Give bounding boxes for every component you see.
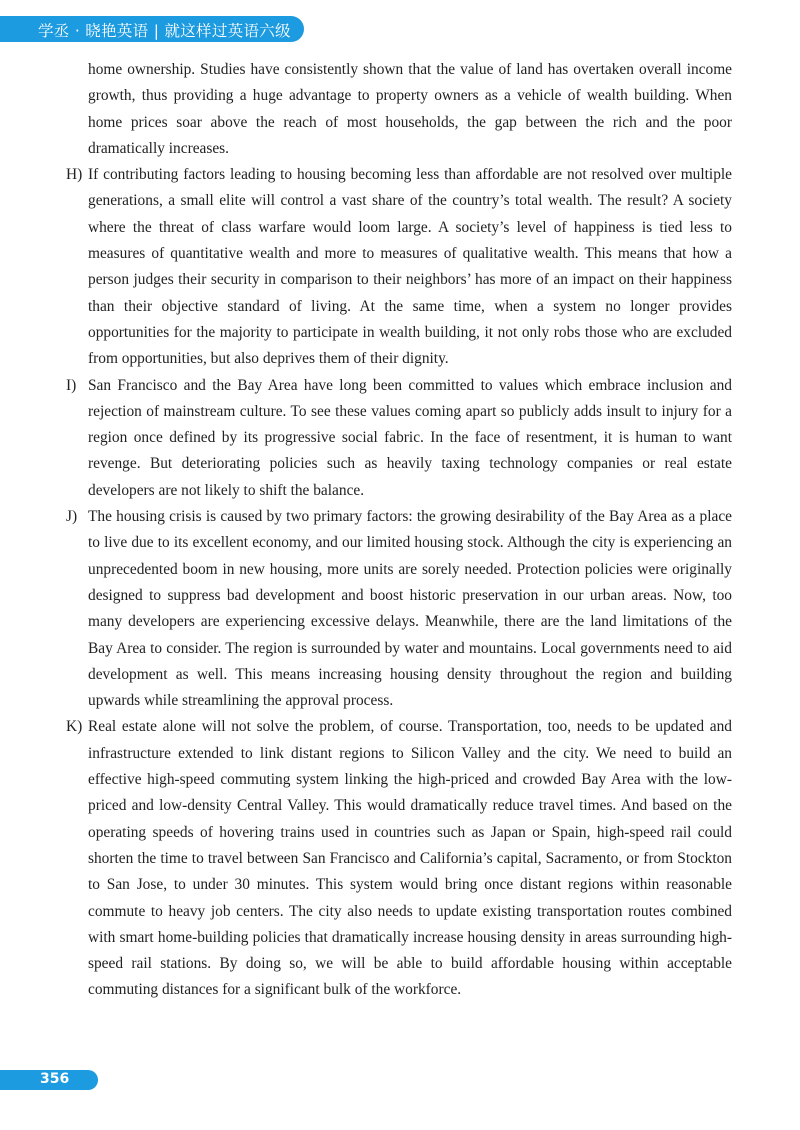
- header-bar: [0, 0, 800, 44]
- paragraph-j: [66, 504, 732, 714]
- page-number: 356: [40, 1071, 70, 1087]
- paragraph-marker: J): [66, 508, 78, 526]
- paragraph-g-continued: [66, 57, 732, 162]
- paragraph-k: [66, 714, 732, 1003]
- paragraph-marker: K): [66, 718, 83, 736]
- paragraph-h: [66, 162, 732, 372]
- paragraph-text: San Francisco and the Bay Area have long been committed to values which embrace inclusion and rejection of mainstream culture. To see these values coming apart so publicly adds insult to injury for a region once defined by its progressive social fabric. In the face of resentment, it is human to want revenge. But deteriorating policies such as heavily taxing technology companies or real estate developers are not likely to shift the balance.: [88, 376, 732, 499]
- paragraph-marker: I): [66, 376, 77, 394]
- book-title: 学丞 · 晓艳英语 | 就这样过英语六级: [38, 22, 291, 40]
- page-content: [66, 57, 732, 1004]
- paragraph-text: Real estate alone will not solve the problem, of course. Transportation, too, needs to be updated and infrastructure extended to link distant regions to Silicon Valley and the city. We need to build an effective high-speed commuting system linking the high-priced and crowded Bay Area with the low-priced and low-density Central Valley. This would dramatically reduce travel times. And based on the operating speeds of hovering trains used in countries such as Japan or Spain, high-speed rail could shorten the time to travel between San Francisco and California’s capital, Sacramento, or from Stockton to San Jose, to under 30 minutes. This system would bring once distant regions within reasonable commute to heavy job centers. The city also needs to update existing transportation routes combined with smart home-building policies that dramatically increase housing density in areas surrounding high-speed rail stations. By doing so, we will be able to build affordable housing within acceptable commuting distances for a significant bulk of the workforce.: [88, 718, 732, 999]
- paragraph-text: home ownership. Studies have consistently shown that the value of land has overtaken overall income growth, thus providing a huge advantage to property owners as a vehicle of wealth building. When home prices soar above the reach of most households, the gap between the rich and the poor dramatically increases.: [88, 61, 732, 157]
- paragraph-text: If contributing factors leading to housing becoming less than affordable are not resolved over multiple generations, a small elite will control a vast share of the country’s total wealth. The result? A society where the threat of class warfare would loom large. A society’s level of happiness is tied less to measures of quantitative wealth and more to measures of qualitative wealth. This means that how a person judges their security in comparison to their neighbors’ has more of an impact on their happiness than their objective standard of living. At the same time, when a system no longer provides opportunities for the majority to participate in wealth building, it not only robs those who are excluded from opportunities, but also deprives them of their dignity.: [88, 166, 732, 368]
- paragraph-marker: H): [66, 166, 83, 184]
- paragraph-text: The housing crisis is caused by two primary factors: the growing desirability of the Bay Area as a place to live due to its excellent economy, and our limited housing stock. Although the city is experiencing an unprecedented boom in new housing, more units are sorely needed. Protection policies were originally designed to suppress bad development and boost historic preservation in our urban areas. Now, too many developers are experiencing excessive delays. Meanwhile, there are the land limitations of the Bay Area to consider. The region is surrounded by water and mountains. Local governments need to aid development as well. This means increasing housing density throughout the region and building upwards while streamlining the approval process.: [88, 508, 732, 710]
- paragraph-i: [66, 373, 732, 504]
